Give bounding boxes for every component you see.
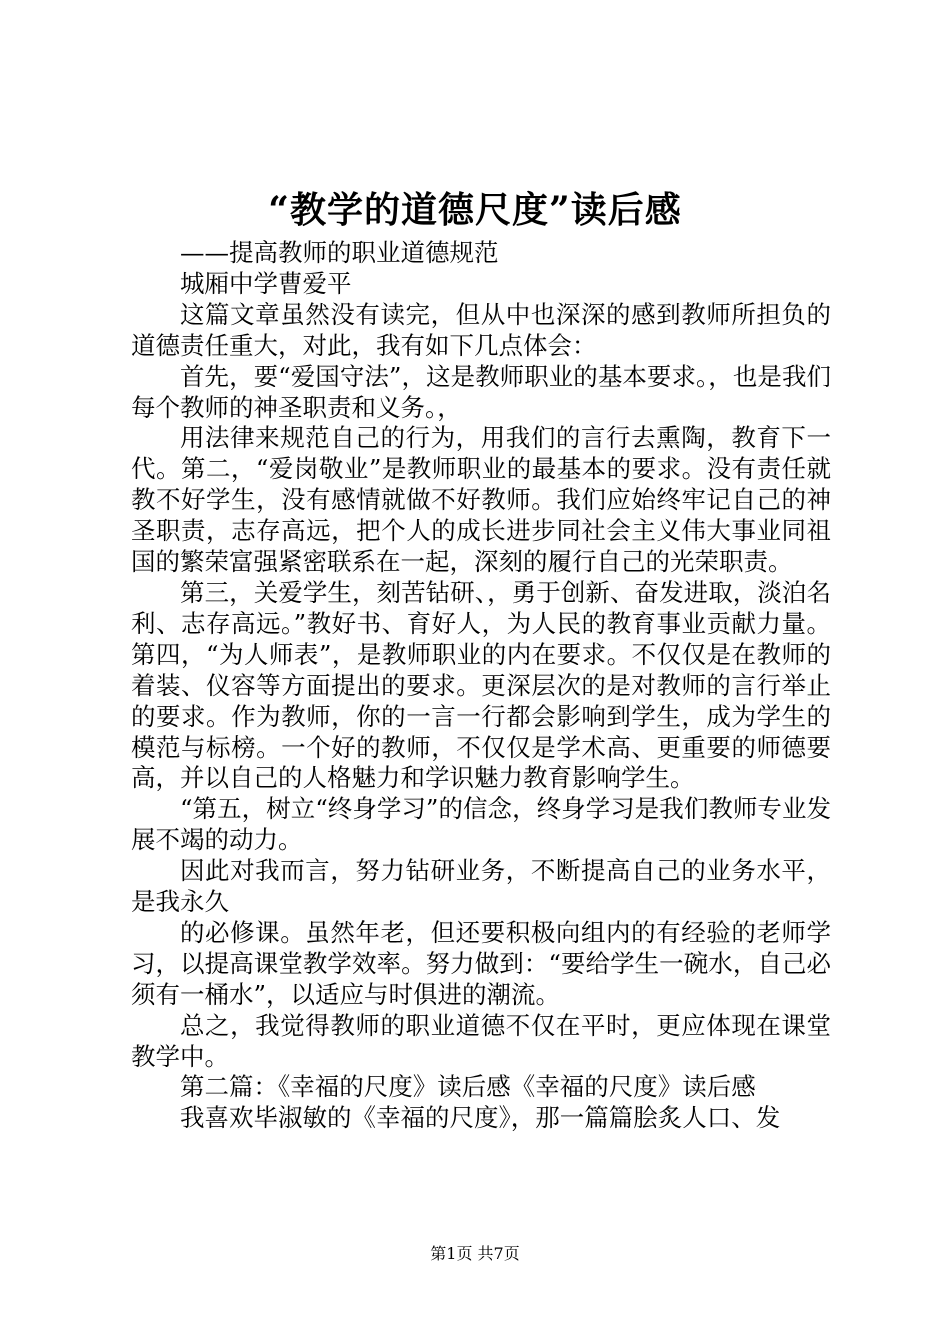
paragraph: 第三，关爱学生，刻苦钻研、，勇于创新、奋发进取，淡泊名利、志存高远。”教好书、育好人，为人民的教育事业贡献力量。第四，“为人师表”，是教师职业的内在要求。不仅仅是在教师的着装、仪容等方面提出的要求。更深层次的是对教师的言行举止的要求。作为教师，你的一言一行都会影响到学生，成为学生的模范与标榜。一个好的教师，不仅仅是学术高、更重要的师德要高，并以自己的人格魅力和学识魅力教育影响学生。 (131, 577, 831, 793)
section-heading: 第二篇：《幸福的尺度》读后感《幸福的尺度》读后感 (180, 1072, 756, 1102)
paragraph: 总之，我觉得教师的职业道德不仅在平时，更应体现在课堂教学中。 (131, 1010, 831, 1071)
paragraph: 我喜欢毕淑敏的《幸福的尺度》，那一篇篇脍炙人口、发 (180, 1103, 781, 1133)
document-title: “教学的道德尺度”读后感 (268, 189, 682, 231)
paragraph: 首先，要“爱国守法”，这是教师职业的基本要求。，也是我们每个教师的神圣职责和义务。， (131, 361, 831, 422)
paragraph: 用法律来规范自己的行为，用我们的言行去熏陶，教育下一代。第二，“爱岗敬业”是教师职业的最基本的要求。没有责任就教不好学生，没有感情就做不好教师。我们应始终牢记自己的神圣职责，志存高远，把个人的成长进步同社会主义伟大事业同祖国的繁荣富强紧密联系在一起，深刻的履行自己的光荣职责。 (131, 423, 831, 577)
page-number-footer: 第1页 共7页 (430, 1244, 520, 1263)
paragraph: 这篇文章虽然没有读完，但从中也深深的感到教师所担负的道德责任重大，对此，我有如下几点体会： (131, 299, 831, 360)
paragraph: 的必修课。虽然年老，但还要积极向组内的有经验的老师学习，以提高课堂教学效率。努力做到：“要给学生一碗水，自己必须有一桶水”，以适应与时俱进的潮流。 (131, 917, 831, 1009)
subtitle: ——提高教师的职业道德规范 (180, 238, 499, 267)
document-body (131, 238, 831, 1134)
paragraph: 因此对我而言，努力钻研业务，不断提高自己的业务水平，是我永久 (131, 856, 831, 917)
author-line: 城厢中学曹爱平 (180, 268, 352, 298)
paragraph: “第五，树立“终身学习”的信念，终身学习是我们教师专业发展不竭的动力。 (131, 794, 831, 855)
